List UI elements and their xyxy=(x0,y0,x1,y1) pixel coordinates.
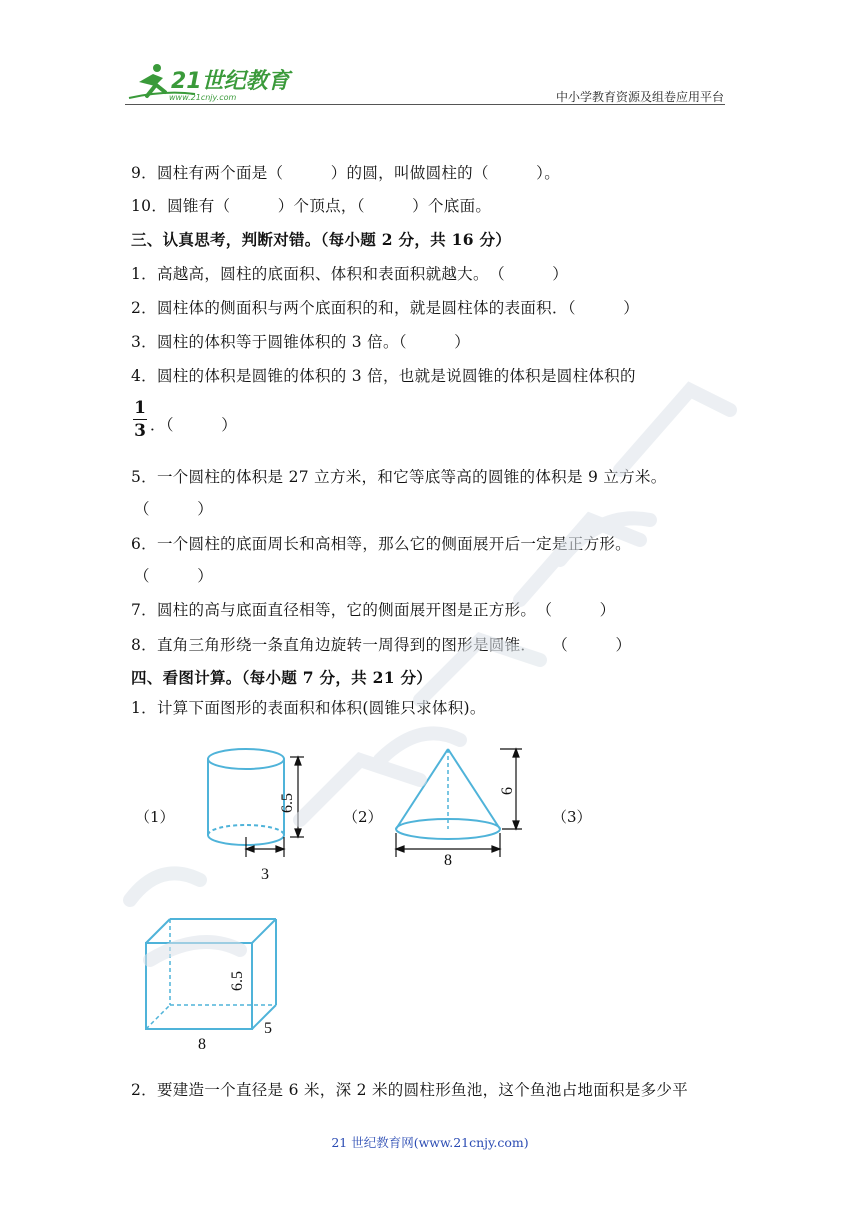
svg-text:www.21cnjy.com: www.21cnjy.com xyxy=(169,93,237,102)
svg-text:21世纪教育: 21世纪教育 xyxy=(171,69,290,94)
runner-logo-icon xyxy=(125,60,295,102)
judge-item-4-blank: ．（ ） xyxy=(150,416,238,434)
cone-figure xyxy=(390,745,530,875)
fraction-bar xyxy=(133,419,147,420)
cylinder-radius-label: 3 xyxy=(261,866,269,883)
figure-label-2: （2） xyxy=(343,808,383,826)
judge-item-3: 3．圆柱的体积等于圆锥体积的 3 倍。（ ） xyxy=(131,333,471,351)
calc-question-2: 2．要建造一个直径是 6 米，深 2 米的圆柱形鱼池，这个鱼池占地面积是多少平 xyxy=(131,1081,688,1099)
judge-item-5: 5．一个圆柱的体积是 27 立方米，和它等底等高的圆锥的体积是 9 立方米。 xyxy=(131,468,667,486)
judge-item-6: 6．一个圆柱的底面周长和高相等，那么它的侧面展开后一定是正方形。 xyxy=(131,535,631,553)
question-9: 9．圆柱有两个面是（ ）的圆，叫做圆柱的（ ）。 xyxy=(131,164,561,182)
calc-question-1: 1．计算下面图形的表面积和体积(圆锥只求体积)。 xyxy=(131,699,486,717)
footer-source: 21 世纪教育网(www.21cnjy.com) xyxy=(331,1135,529,1150)
judge-item-2: 2．圆柱体的侧面积与两个底面积的和，就是圆柱体的表面积．（ ） xyxy=(131,299,640,317)
cuboid-height-label: 6.5 xyxy=(229,971,246,991)
judge-item-4: 4．圆柱的体积是圆锥的体积的 3 倍，也就是说圆锥的体积是圆柱体积的 xyxy=(131,367,636,385)
cuboid-width-label: 5 xyxy=(264,1020,272,1037)
judge-item-5-blank: （ ） xyxy=(134,500,214,518)
cuboid-figure xyxy=(140,915,290,1055)
judge-item-7: 7．圆柱的高与底面直径相等，它的侧面展开图是正方形。 （ ） xyxy=(131,601,616,619)
judge-item-6-blank: （ ） xyxy=(134,567,214,585)
cuboid-length-label: 8 xyxy=(198,1036,206,1053)
platform-title: 中小学教育资源及组卷应用平台 xyxy=(555,90,724,104)
section-4-heading: 四、看图计算。（每小题 7 分，共 21 分） xyxy=(131,668,433,687)
cone-height-label: 6 xyxy=(499,787,516,795)
logo xyxy=(125,60,295,102)
judge-item-1: 1．高越高，圆柱的底面积、体积和表面积就越大。 （ ） xyxy=(131,265,569,283)
cylinder-figure xyxy=(200,745,330,885)
fraction-numerator: 1 xyxy=(134,398,146,418)
fraction-denominator: 3 xyxy=(134,421,146,441)
judge-item-8: 8．直角三角形绕一条直角边旋转一周得到的图形是圆锥． （ ） xyxy=(131,636,632,654)
header-divider xyxy=(125,104,725,105)
figure-label-1: （1） xyxy=(135,808,175,826)
cone-diameter-label: 8 xyxy=(444,852,452,869)
question-10: 10．圆锥有（ ）个顶点，（ ）个底面。 xyxy=(131,197,492,215)
figure-label-3: （3） xyxy=(552,808,592,826)
fraction-one-third xyxy=(133,398,147,441)
section-3-heading: 三、认真思考，判断对错。（每小题 2 分，共 16 分） xyxy=(131,230,512,249)
cylinder-height-label: 6.5 xyxy=(279,793,296,813)
